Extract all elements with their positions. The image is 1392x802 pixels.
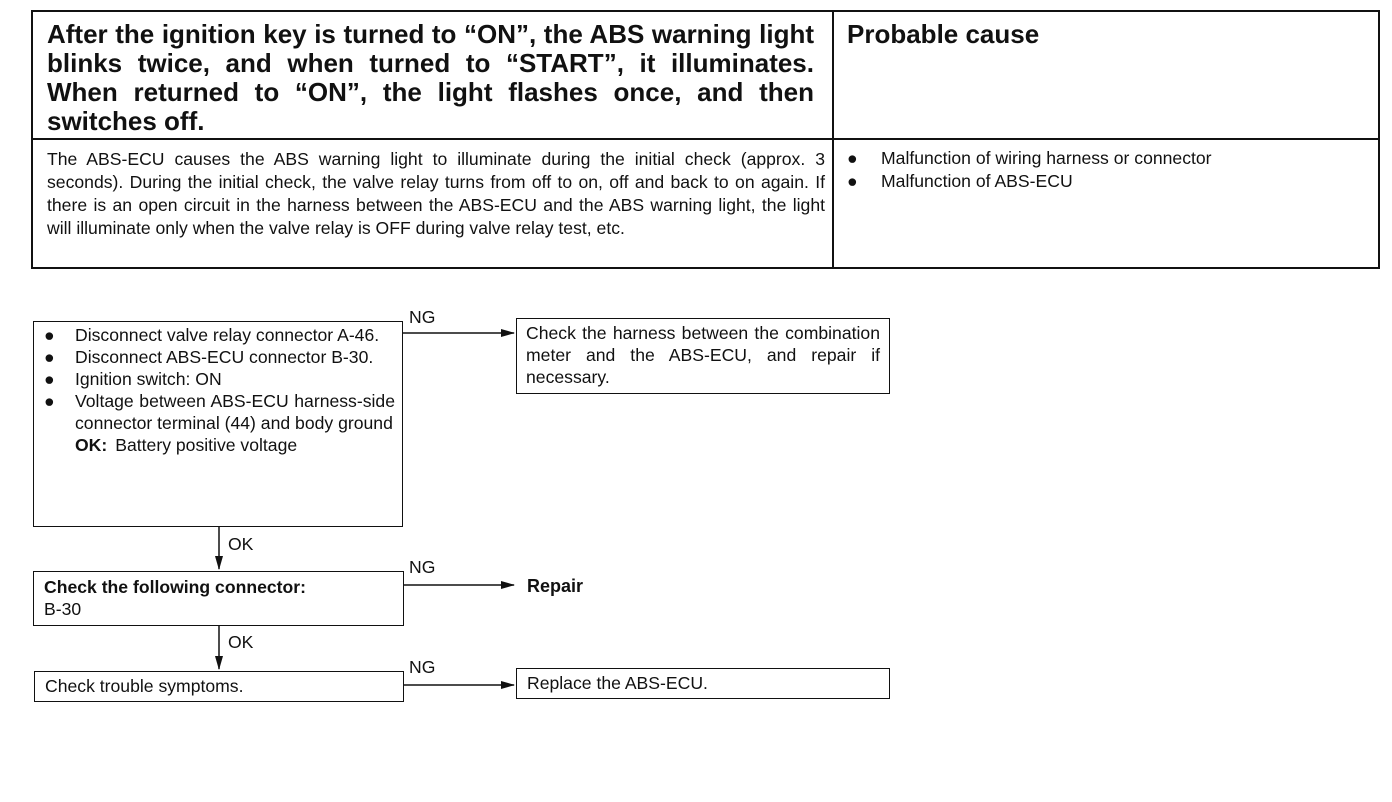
step-1-item <box>41 324 395 346</box>
step-1-item-text: Disconnect ABS-ECU connector B-30. <box>75 347 374 367</box>
cause-text: Malfunction of wiring harness or connector <box>881 148 1212 168</box>
step-1-item <box>41 390 395 434</box>
ng-label: NG <box>409 307 436 327</box>
step-1-item <box>41 368 395 390</box>
symptom-description: The ABS-ECU causes the ABS warning light to illuminate during the initial check (approx. 3 seconds). During the initial check, the valve relay turns from off to on, off and back to on again. If there is an open circuit in the harness between the ABS-ECU and the ABS warning light, the light will illuminate only when the valve relay is OFF during valve relay test, etc. <box>47 149 825 238</box>
step-1-box <box>33 321 403 527</box>
step-1-item <box>41 346 395 368</box>
bullet-icon: ● <box>44 391 55 411</box>
step-2-title: Check the following connector: <box>44 577 306 597</box>
ok-label: OK <box>228 632 254 652</box>
bullet-icon: ● <box>847 171 858 191</box>
repair-action: Repair <box>527 576 584 596</box>
symptom-heading: After the ignition key is turned to “ON”, the ABS warning light blinks twice, and when turned to “START”, it illuminates. When returned to “ON”, the light flashes once, and then switches off. <box>47 19 814 136</box>
step-1-item-text: Ignition switch: ON <box>75 369 222 389</box>
ok-criterion-value: Battery positive voltage <box>115 435 298 455</box>
cause-text: Malfunction of ABS-ECU <box>881 171 1073 191</box>
step-3-box: Check trouble symptoms. <box>34 671 404 702</box>
ok-label: OK <box>228 534 254 554</box>
ng-label: NG <box>409 557 436 577</box>
step-1-ng-box: Check the harness between the combination meter and the ABS-ECU, and repair if necessary. <box>516 318 890 394</box>
step-2-box <box>33 571 404 626</box>
bullet-icon: ● <box>44 369 55 389</box>
ng-label: NG <box>409 657 436 677</box>
step-3-ng-box: Replace the ABS-ECU. <box>516 668 890 699</box>
bullet-icon: ● <box>44 325 55 345</box>
probable-cause-heading: Probable cause <box>847 19 1040 49</box>
step-1-item-text: Disconnect valve relay connector A-46. <box>75 325 380 345</box>
ok-criterion <box>41 434 395 456</box>
bullet-icon: ● <box>847 148 858 168</box>
ok-criterion-label: OK: <box>75 435 108 455</box>
step-2-connector: B-30 <box>44 599 82 619</box>
bullet-icon: ● <box>44 347 55 367</box>
step-1-item-text: Voltage between ABS-ECU harness-side connector terminal (44) and body ground <box>75 391 395 433</box>
